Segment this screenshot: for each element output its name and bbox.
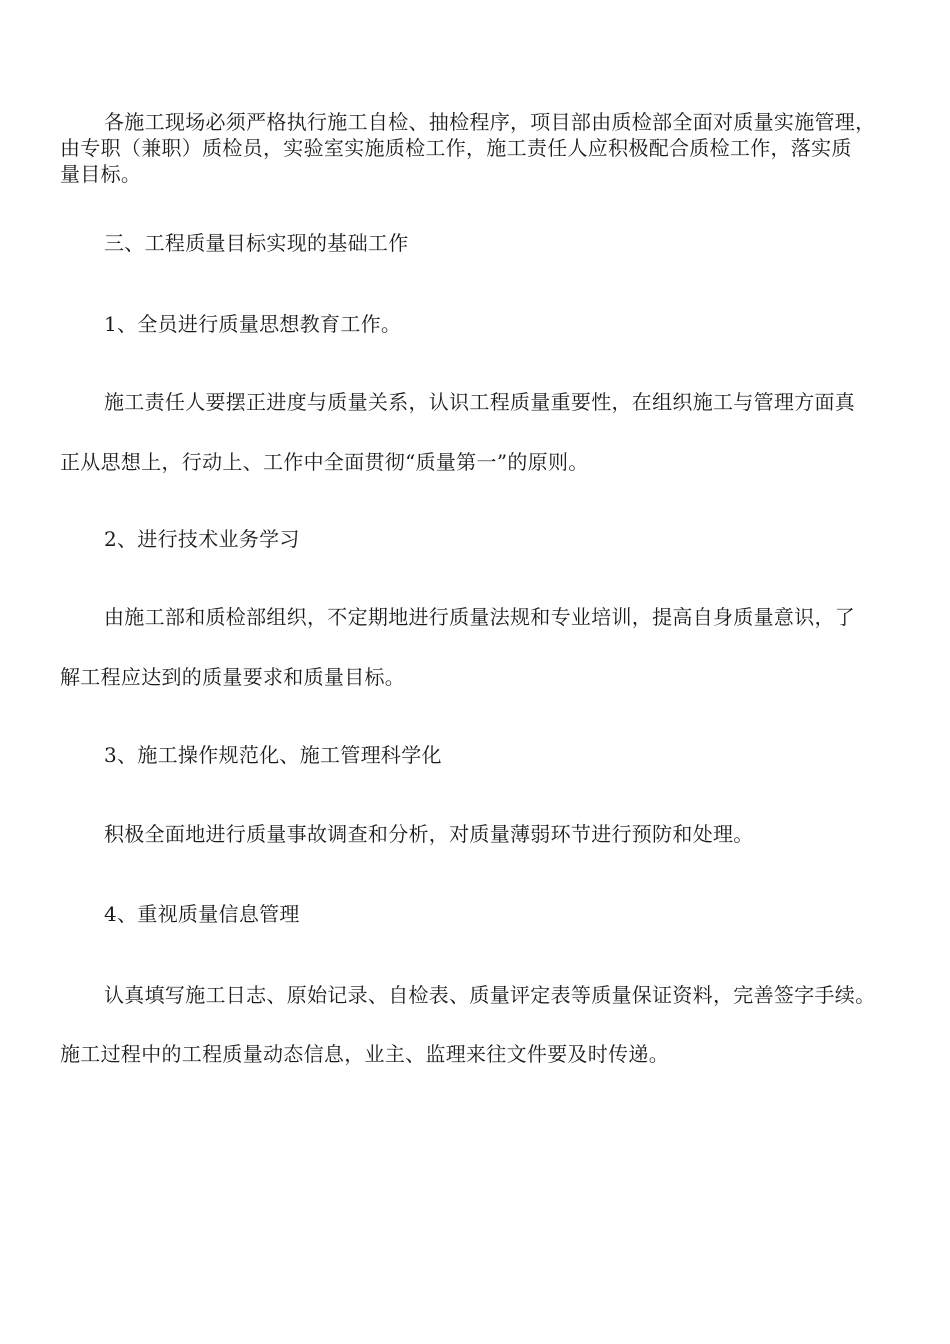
section-heading: 三、工程质量目标实现的基础工作 — [104, 231, 409, 255]
intro-line-2: 由专职（兼职）质检员，实验室实施质检工作，施工责任人应积极配合质检工作，落实质 — [60, 136, 852, 160]
item-4-text-line-2: 施工过程中的工程质量动态信息，业主、监理来往文件要及时传递。 — [60, 1042, 669, 1066]
item-3-text-line-1: 积极全面地进行质量事故调查和分析，对质量薄弱环节进行预防和处理。 — [104, 822, 754, 846]
item-2-text-line-2: 解工程应达到的质量要求和质量目标。 — [60, 665, 406, 689]
item-2-text-line-1: 由施工部和质检部组织，不定期地进行质量法规和专业培训，提高自身质量意识，了 — [104, 605, 856, 629]
intro-line-3: 量目标。 — [60, 162, 142, 186]
item-1-text-line-2: 正从思想上，行动上、工作中全面贯彻“质量第一”的原则。 — [60, 450, 589, 474]
item-3-heading: 3、施工操作规范化、施工管理科学化 — [104, 743, 442, 767]
item-4-text-line-1: 认真填写施工日志、原始记录、自检表、质量评定表等质量保证资料，完善签字手续。 — [104, 983, 876, 1007]
item-2-heading: 2、进行技术业务学习 — [104, 527, 300, 551]
item-1-heading: 1、全员进行质量思想教育工作。 — [104, 312, 402, 336]
item-1-text-line-1: 施工责任人要摆正进度与质量关系，认识工程质量重要性，在组织施工与管理方面真 — [104, 390, 856, 414]
item-4-heading: 4、重视质量信息管理 — [104, 902, 300, 926]
intro-line-1: 各施工现场必须严格执行施工自检、抽检程序，项目部由质检部全面对质量实施管理， — [104, 110, 876, 134]
